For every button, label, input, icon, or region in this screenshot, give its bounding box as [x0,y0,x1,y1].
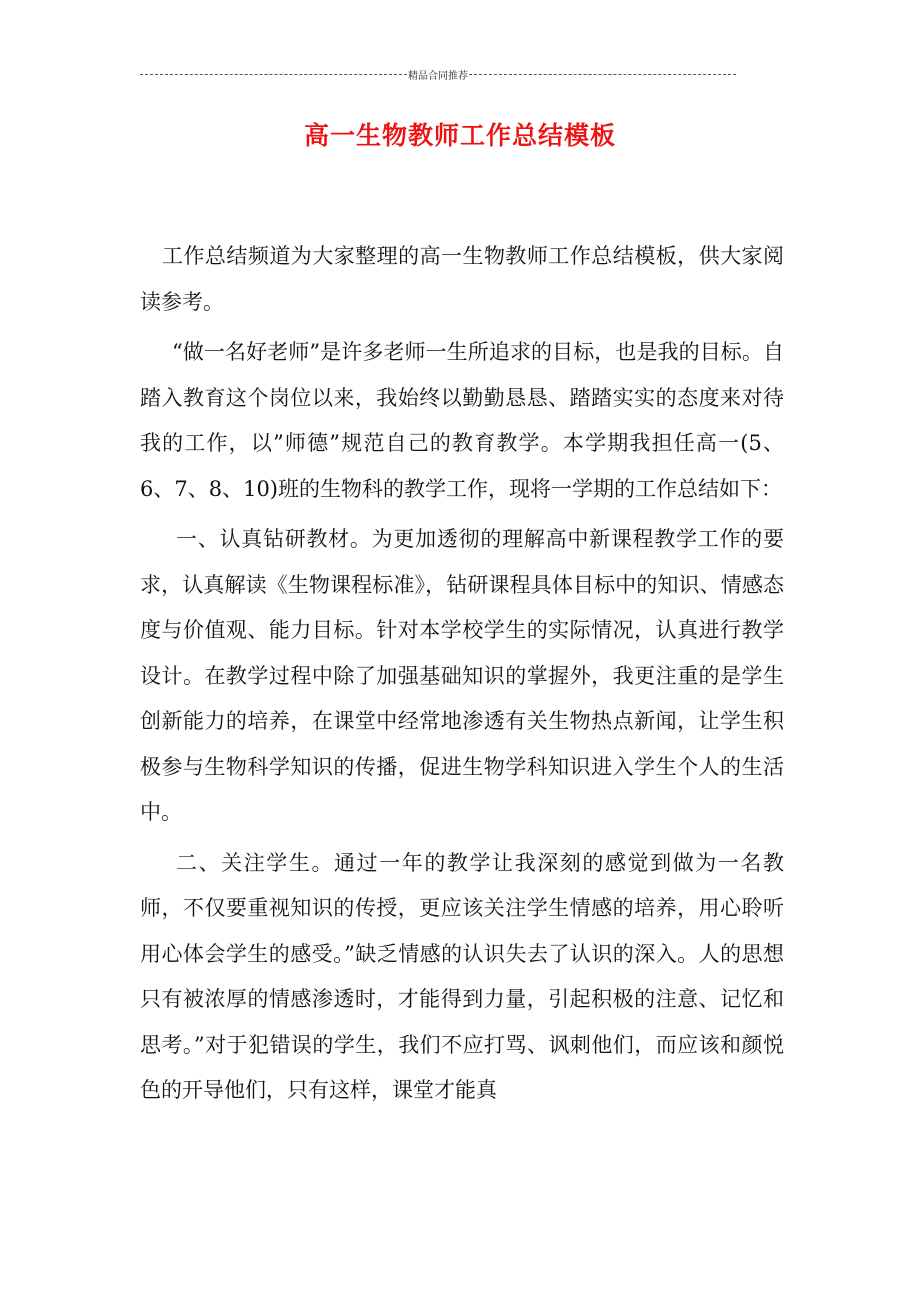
header-dash-left [140,74,407,75]
document-title: 高一生物教师工作总结模板 [303,121,616,150]
paragraph-section-1: 一、认真钻研教材。为更加透彻的理解高中新课程教学工作的要求，认真解读《生物课程标准》，钻研课程具体目标中的知识、情感态度与价值观、能力目标。针对本学校学生的实际情况，认真进行教学设计。在教学过程中除了加强基础知识的掌握外，我更注重的是学生创新能力的培养，在课堂中经常地渗透有关生物热点新闻，让学生积极参与生物科学知识的传播，促进生物学科知识进入学生个人的生活中。 [140,527,784,824]
paragraph-section-2: 二、关注学生。通过一年的教学让我深刻的感觉到做为一名教师，不仅要重视知识的传授，更应该关注学生情感的培养，用心聆听用心体会学生的感受。”缺乏情感的认识失去了认识的深入。人的思想只有被浓厚的情感渗透时，才能得到力量，引起积极的注意、记忆和思考。”对于犯错误的学生，我们不应打骂、讽刺他们，而应该和颜悦色的开导他们，只有这样，课堂才能真 [140,850,784,1102]
page-header [140,66,736,82]
paragraph-goal: “做一名好老师”是许多老师一生所追求的目标，也是我的目标。自踏入教育这个岗位以来，我始终以勤勤恳恳、踏踏实实的态度来对待我的工作，以”师德”规范自己的教育教学。本学期我担任高一(5、6、7、8、10)班的生物科的教学工作，现将一学期的工作总结如下： [140,340,784,501]
header-dash-right [469,74,736,75]
header-label: 精品合同推荐 [408,70,468,82]
paragraph-intro: 工作总结频道为大家整理的高一生物教师工作总结模板，供大家阅读参考。 [140,244,784,314]
document-body [140,234,784,1119]
